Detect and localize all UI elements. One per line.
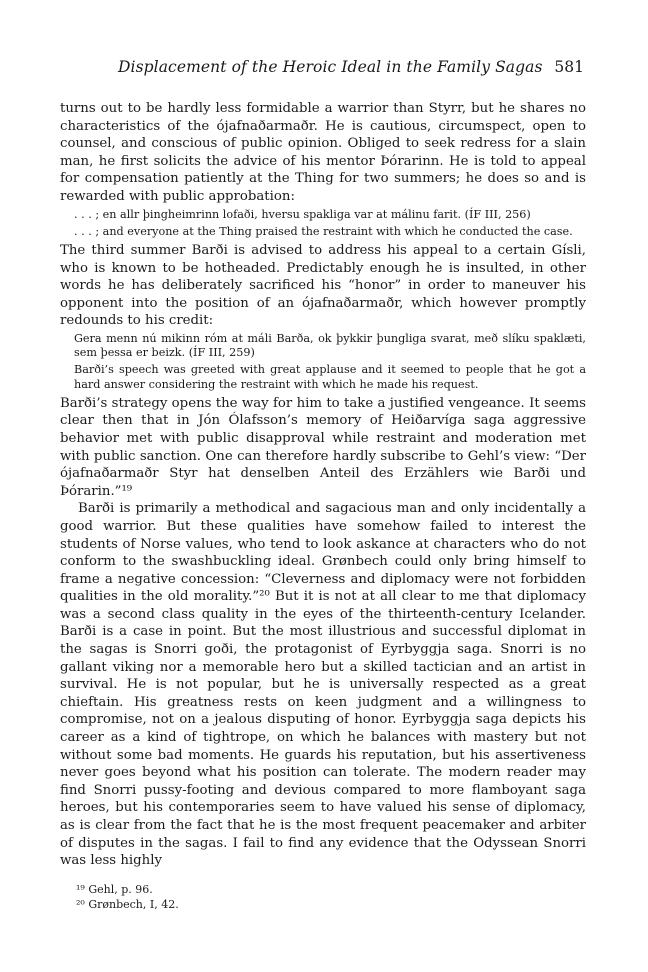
quote-1-translation: . . . ; and everyone at the Thing praised the restraint with which he conducted the case.: [74, 224, 573, 238]
page: [60, 58, 586, 870]
footnote-20: ²⁰ Grønbech, I, 42.: [76, 898, 179, 911]
paragraph-3: Barði’s strategy opens the way for him to take a justified vengeance. It seems clear then that in Jón Ólafsson’s memory of Heiðarvíga saga aggressive behavior met with public disapproval while restraint and moderation met with public sanction. One can therefore hardly subscribe to Gehl’s view: “Der ójafnaðarmaðr Styr hat denselben Anteil des Erzählers wie Barði und Þórarin.”¹⁹: [60, 395, 586, 499]
paragraph-4: Barði is primarily a methodical and sagacious man and only incidentally a good warrior. But these qualities have somehow failed to interest the students of Norse values, who tend to look askance at characters who do not conform to the swashbuckling ideal. Grønbech could only bring himself to frame a negative concession: “Cleverness and diplomacy were not forbidden qualities in the old morality.”²⁰ But it is not at all clear to me that diplomacy was a second class quality in the eyes of the thirteenth-century Icelander. Barði is a case in point. But the most illustrious and successful diplomat in the sagas is Snorri goði, the protagonist of Eyrbyggja saga. Snorri is no gallant viking nor a memorable hero but a skilled tactician and an artist in survival. He is not popular, but he is universally respected as a great chieftain. His greatness rests on keen judgment and a willingness to compromise, not on a jealous disputing of honor. Eyrbyggja saga depicts his career as a kind of tightrope, on which he balances with mastery but not without some bad moments. He guards his reputation, but his assertiveness never goes beyond what his position can tolerate. The modern reader may find Snorri pussy-footing and devious compared to more flamboyant saga heroes, but his contemporaries seem to have valued his sense of diplomacy, as is clear from the fact that he is the most frequent peacemaker and arbiter of disputes in the sagas. I fail to find any evidence that the Odyssean Snorri was less highly: [60, 501, 586, 869]
running-title: Displacement of the Heroic Ideal in the Family Sagas: [118, 58, 543, 76]
quote-2-translation: Barði’s speech was greeted with great applause and it seemed to people that he got a hard answer considering the restraint with which he made his request.: [74, 363, 586, 391]
running-header: [60, 58, 586, 76]
paragraph-2: The third summer Barði is advised to address his appeal to a certain Gísli, who is known to be hotheaded. Predictably enough he is insulted, in other words he has deliberately sacrificed his “honor” in order to maneuver his opponent into the position of an ójafnaðarmaðr, which however promptly redounds to his credit:: [60, 242, 586, 329]
quote-1-original: . . . ; en allr þingheimrinn lofaði, hversu spakliga var at málinu farit. (ÍF III, 256): [74, 207, 531, 221]
footnote-19: ¹⁹ Gehl, p. 96.: [76, 883, 153, 896]
page-number: 581: [554, 58, 584, 76]
quote-2-original: Gera menn nú mikinn róm at máli Barða, ok þykkir þungliga svarat, með slíku spaklæti, sem þessa er beizk. (ÍF III, 259): [74, 331, 586, 360]
paragraph-1: turns out to be hardly less formidable a warrior than Styrr, but he shares no characteristics of the ójafnaðarmaðr. He is cautious, circumspect, open to counsel, and conscious of public opinion. Obliged to seek redress for a slain man, he first solicits the advice of his mentor Þórarinn. He is told to appeal for compensation patiently at the Thing for two summers; he does so and is rewarded with public approbation:: [60, 101, 586, 204]
footnotes: [76, 882, 576, 912]
